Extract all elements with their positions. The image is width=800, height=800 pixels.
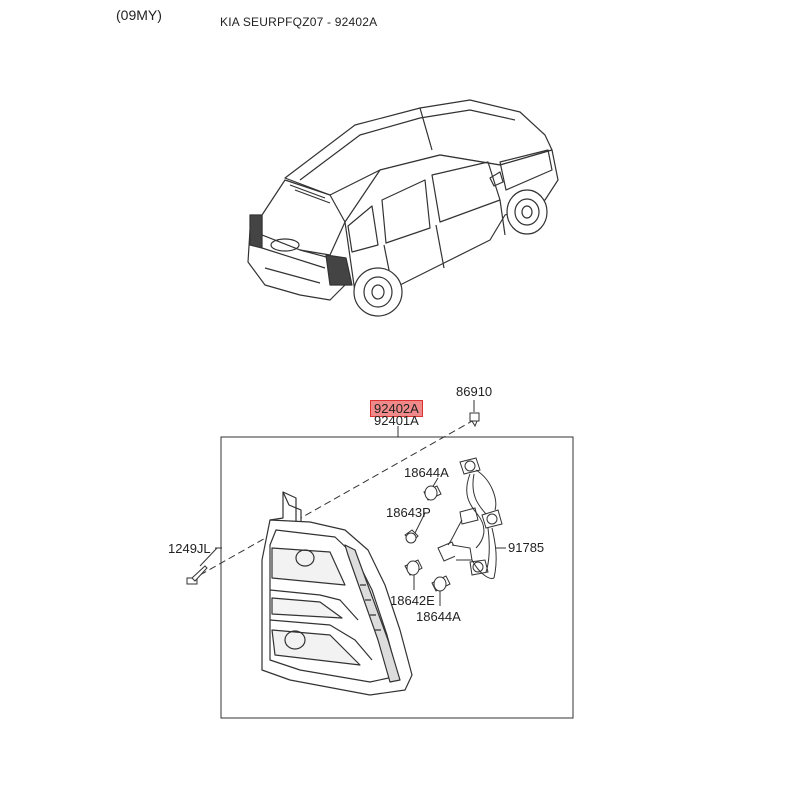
bulb-18644a-top-icon <box>424 486 441 500</box>
callout-18644a-bottom[interactable]: 18644A <box>416 609 461 624</box>
callout-91785[interactable]: 91785 <box>508 540 545 555</box>
callout-92401a[interactable]: 92401A <box>374 413 419 428</box>
screw-1249jl-icon <box>187 566 207 584</box>
bulb-18642e-icon <box>405 560 422 575</box>
callout-18643p[interactable]: 18643P <box>386 505 431 520</box>
callout-86910[interactable]: 86910 <box>456 384 493 399</box>
bulb-18644a-bottom-icon <box>432 576 450 591</box>
callout-1249jl[interactable]: 1249JL <box>168 541 211 556</box>
screw-86910-icon <box>470 413 479 426</box>
vehicle-illustration <box>248 100 558 316</box>
callout-18642e[interactable]: 18642E <box>390 593 435 608</box>
model-year-label: (09MY) <box>116 7 162 23</box>
callout-18644a-top[interactable]: 18644A <box>404 465 449 480</box>
diagram-title: KIA SEURPFQZ07 - 92402A <box>220 15 378 29</box>
callout-92402a-highlighted[interactable]: 92402A <box>370 400 423 417</box>
